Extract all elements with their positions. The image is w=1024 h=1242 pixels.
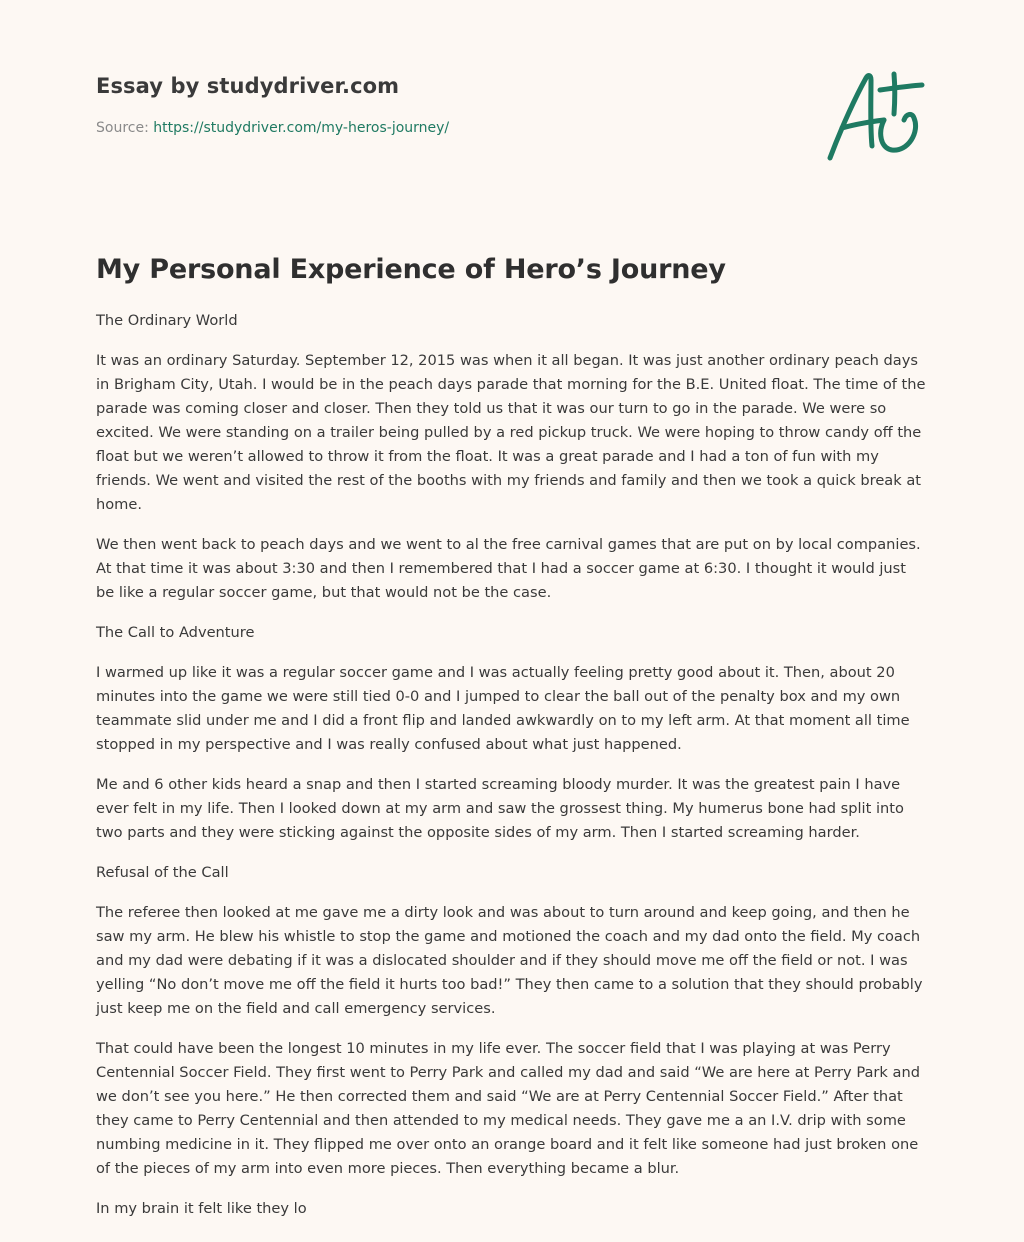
paragraph-truncated: In my brain it felt like they lo: [96, 1200, 307, 1217]
a-plus-logo-icon: [822, 66, 928, 166]
brand-title: Essay by studydriver.com: [96, 74, 400, 98]
paragraph: I warmed up like it was a regular soccer game and I was actually feeling pretty good about it. Then, about 20 minutes into the game we were still tied 0-0 and I jumped to clear the ball out of the penalty box and my own teammate slid under me and I did a front flip and landed awkwardly on to my left arm. At that moment all time stopped in my perspective and I was really confused about what just happened.: [96, 664, 910, 753]
paragraph: It was an ordinary Saturday. September 12, 2015 was when it all began. It was just another ordinary peach days in Brigham City, Utah. I would be in the peach days parade that morning for the B.E. United float. The time of the parade was coming closer and closer. Then they told us that it was our turn to go in the parade. We were so excited. We were standing on a trailer being pulled by a red pickup truck. We were hoping to throw candy off the float but we weren’t allowed to throw it from the float. It was a great parade and I had a ton of fun with my friends. We went and visited the rest of the booths with my friends and family and then we took a quick break at home.: [96, 352, 926, 513]
source-line: [96, 120, 928, 136]
source-link[interactable]: https://studydriver.com/my-heros-journey/: [153, 120, 450, 136]
section-heading: The Ordinary World: [96, 312, 238, 329]
paragraph: The referee then looked at me gave me a dirty look and was about to turn around and keep going, and then he saw my arm. He blew his whistle to stop the game and motioned the coach and my dad onto the field. My coach and my dad were debating if it was a dislocated shoulder and if they should move me off the field or not. I was yelling “No don’t move me off the field it hurts too bad!” They then came to a solution that they should probably just keep me on the field and call emergency services.: [96, 904, 923, 1017]
essay-article: [96, 254, 928, 1237]
section-heading: The Call to Adventure: [96, 624, 255, 641]
source-label: Source:: [96, 120, 149, 136]
essay-header: [96, 74, 928, 136]
section-heading: Refusal of the Call: [96, 864, 229, 881]
paragraph: That could have been the longest 10 minutes in my life ever. The soccer field that I was playing at was Perry Centennial Soccer Field. They first went to Perry Park and called my dad and said “We are here at Perry Park and we don’t see you here.” He then corrected them and said “We are at Perry Centennial Soccer Field.” After that they came to Perry Centennial and then attended to my medical needs. They gave me a an I.V. drip with some numbing medicine in it. They flipped me over onto an orange board and it felt like someone had just broken one of the pieces of my arm into even more pieces. Then everything became a blur.: [96, 1040, 920, 1177]
essay-title: My Personal Experience of Hero’s Journey: [96, 254, 726, 285]
paragraph: Me and 6 other kids heard a snap and then I started screaming bloody murder. It was the greatest pain I have ever felt in my life. Then I looked down at my arm and saw the grossest thing. My humerus bone had split into two parts and they were sticking against the opposite sides of my arm. Then I started screaming harder.: [96, 776, 904, 841]
paragraph: We then went back to peach days and we went to al the free carnival games that are put on by local companies. At that time it was about 3:30 and then I remembered that I had a soccer game at 6:30. I thought it would just be like a regular soccer game, but that would not be the case.: [96, 536, 921, 601]
